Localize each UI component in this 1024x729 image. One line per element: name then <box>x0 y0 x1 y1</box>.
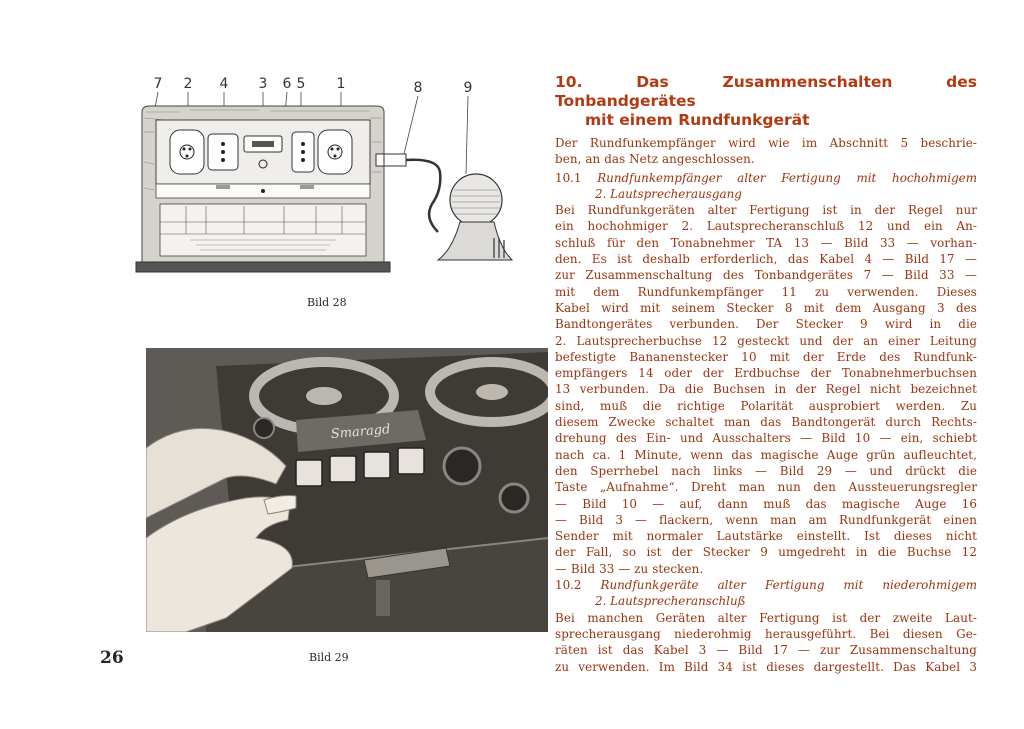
section-number: 10. <box>555 73 583 91</box>
text-line: empfängers 14 oder der Erdbuchse der Tonabnehmerbuchsen <box>555 366 977 381</box>
text-line: sprecherausgang niederohmig herausgeführt. Bei diesen Ge- <box>555 626 977 641</box>
subsection-heading-10-1 <box>555 170 977 203</box>
callout-4: 4 <box>219 76 229 92</box>
subsection-title-line-2: 2. Lautsprecheranschluß <box>595 594 746 609</box>
callout-8: 8 <box>413 80 423 96</box>
figure-bild-29 <box>146 348 548 632</box>
subsection-title-line-1: Rundfunkgeräte alter Fertigung mit niederohmigem <box>600 578 977 593</box>
text-line: 2. Lautsprecherbuchse 12 gesteckt und der an einer Leitung <box>555 333 977 348</box>
text-line: zu verwenden. Im Bild 34 ist dieses dargestellt. Das Kabel 3 <box>555 659 977 674</box>
subsection-title-line-1: Rundfunkempfänger alter Fertigung mit hochohmigem <box>597 170 977 185</box>
text-line: Kabel wird mit seinem Stecker 8 mit dem Ausgang 3 des <box>555 300 977 315</box>
subsection-number: 10.1 <box>555 170 582 185</box>
text-line: räten ist das Kabel 3 — Bild 17 — zur Zusammenschaltung <box>555 643 977 658</box>
figure-bild-28 <box>120 72 530 287</box>
callout-6: 6 <box>282 76 292 92</box>
page-number: 26 <box>100 648 124 668</box>
intro-paragraph <box>555 135 977 168</box>
text-line: schluß für den Tonabnehmer TA 13 — Bild 33 — vorhan- <box>555 235 977 250</box>
text-column <box>555 73 977 675</box>
text-line: — Bild 3 — flackern, wenn man am Rundfunkgerät einen <box>555 512 977 527</box>
section-heading <box>555 73 977 130</box>
text-line: Bandtongerätes verbunden. Der Stecker 9 wird in die <box>555 317 977 332</box>
callout-5: 5 <box>296 76 306 92</box>
text-line: mit dem Rundfunkempfänger 11 zu verwenden. Dieses <box>555 284 977 299</box>
text-line: Taste „Aufnahme“. Dreht man nun den Aussteuerungsregler <box>555 480 977 495</box>
callout-7: 7 <box>153 76 163 92</box>
text-line: ben, an das Netz angeschlossen. <box>555 152 755 167</box>
section-title-line-1: Das Zusammenschalten des Tonbandgerätes <box>555 73 977 110</box>
caption-bild-29: Bild 29 <box>309 651 349 664</box>
text-line: drehung des Ein- und Ausschalters — Bild 10 — ein, schiebt <box>555 431 977 446</box>
text-line: den Sperrhebel nach links — Bild 29 — und drückt die <box>555 463 977 478</box>
text-line: zur Zusammenschaltung des Tonbandgerätes 7 — Bild 33 — <box>555 268 977 283</box>
text-line: Bei manchen Geräten alter Fertigung ist der zweite Laut- <box>555 610 977 625</box>
text-line: Sender mit normaler Lautstärke einstellt. Ist dieses nicht <box>555 529 977 544</box>
callout-3: 3 <box>258 76 268 92</box>
paragraph-10-2 <box>555 610 977 675</box>
text-line: befestigte Bananenstecker 10 mit der Erde des Rundfunk- <box>555 349 977 364</box>
text-line: den. Es ist deshalb erforderlich, das Kabel 4 — Bild 17 — <box>555 252 977 267</box>
subsection-heading-10-2 <box>555 577 977 610</box>
section-title-line-2: mit einem Rundfunkgerät <box>585 111 810 129</box>
device-brand: Smaragd <box>330 422 391 443</box>
text-line: 13 verbunden. Da die Buchsen in der Regel nicht bezeichnet <box>555 382 977 397</box>
text-line: nach ca. 1 Minute, wenn das magische Auge grün aufleuchtet, <box>555 447 977 462</box>
subsection-title-line-2: 2. Lautsprecherausgang <box>595 186 742 201</box>
text-line: — Bild 33 — zu stecken. <box>555 561 704 576</box>
caption-bild-28: Bild 28 <box>307 296 347 309</box>
text-line: Bei Rundfunkgeräten alter Fertigung ist in der Regel nur <box>555 203 977 218</box>
subsection-number: 10.2 <box>555 578 582 593</box>
callout-2: 2 <box>183 76 193 92</box>
text-line: ein hochohmiger 2. Lautsprecheranschluß 12 und ein An- <box>555 219 977 234</box>
text-line: der Fall, so ist der Stecker 9 umgedreht in die Buchse 12 <box>555 545 977 560</box>
text-line: Der Rundfunkempfänger wird wie im Abschnitt 5 beschrie- <box>555 136 977 150</box>
callout-1: 1 <box>336 76 346 92</box>
text-line: diesem Zwecke schaltet man das Bandtongerät durch Rechts- <box>555 415 977 430</box>
callout-9: 9 <box>463 80 473 96</box>
text-line: — Bild 10 — auf, dann muß das magische Auge 16 <box>555 496 977 511</box>
paragraph-10-1 <box>555 202 977 577</box>
text-line: sind, muß die richtige Polarität ausprobiert werden. Zu <box>555 398 977 413</box>
